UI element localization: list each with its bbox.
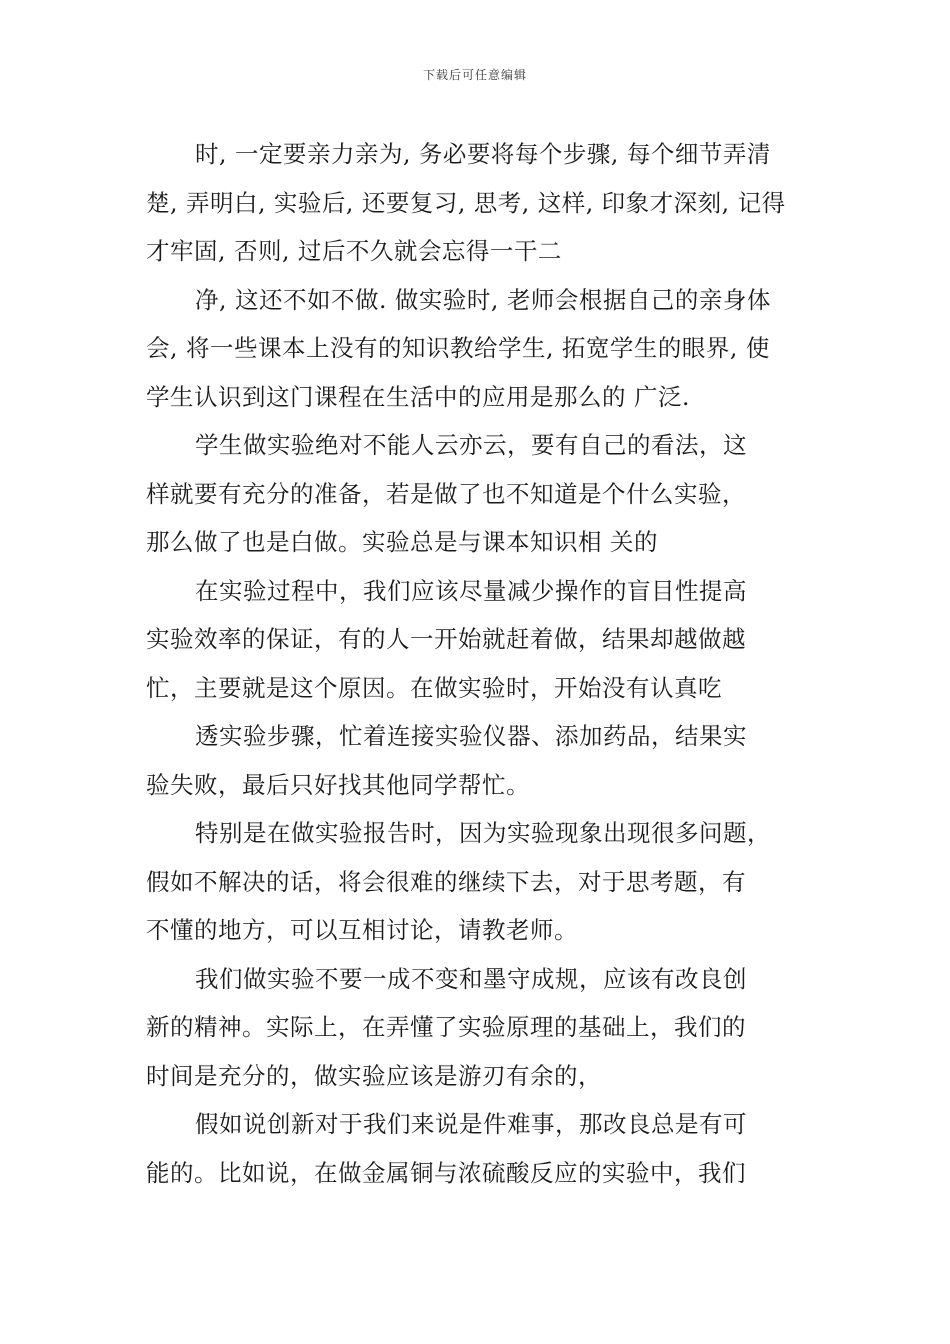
paragraph-line: 我们做实验不要一成不变和墨守成规，应该有改良创 — [195, 964, 747, 993]
paragraph-line: 忙，主要就是这个原因。在做实验时，开始没有认真吃 — [146, 673, 722, 702]
paragraph-line: 验失败，最后只好找其他同学帮忙。 — [146, 770, 530, 799]
paragraph-line: 假如说创新对于我们来说是件难事，那改良总是有可 — [195, 1110, 747, 1138]
paragraph-line: 时, 一定要亲力亲为, 务必要将每个步骤, 每个细节弄清 — [195, 140, 771, 168]
paragraph-1 — [146, 130, 811, 276]
paragraph-line: 样就要有充分的准备，若是做了也不知道是个什么实验， — [146, 479, 746, 508]
paragraph-line: 时间是充分的，做实验应该是游刃有余的， — [146, 1061, 602, 1090]
paragraph-line: 不懂的地方，可以互相讨论，请教老师。 — [146, 916, 578, 944]
paragraph-line: 实验效率的保证，有的人一开始就赶着做，结果却越做越 — [146, 625, 746, 653]
paragraph-line: 那么做了也是白做。实验总是与课本知识相 关的 — [146, 528, 658, 556]
paragraph-line: 能的。比如说，在做金属铜与浓硫酸反应的实验中，我们 — [146, 1158, 746, 1187]
paragraph-line: 学生认识到这门课程在生活中的应用是那么的 广泛. — [146, 382, 690, 411]
paragraph-line: 特别是在做实验报告时，因为实验现象出现很多问题， — [195, 819, 771, 847]
paragraph-5 — [146, 712, 811, 809]
paragraph-line: 学生做实验绝对不能人云亦云，要有自己的看法，这 — [195, 431, 747, 459]
paragraph-line: 楚, 弄明白, 实验后, 还要复习, 思考, 这样, 印象才深刻, 记得 — [146, 188, 786, 217]
paragraph-line: 新的精神。实际上，在弄懂了实验原理的基础上，我们的 — [146, 1013, 746, 1041]
paragraph-3 — [146, 421, 811, 567]
paragraph-6 — [146, 809, 811, 955]
paragraph-line: 会, 将一些课本上没有的知识教给学生, 拓宽学生的眼界, 使 — [146, 334, 770, 362]
paragraph-line: 在实验过程中，我们应该尽量减少操作的盲目性提高 — [195, 576, 747, 605]
paragraph-4 — [146, 567, 811, 713]
paragraph-2 — [146, 276, 811, 422]
paragraph-line: 假如不解决的话，将会很难的继续下去，对于思考题，有 — [146, 867, 746, 896]
page-header-note: 下载后可任意编辑 — [422, 68, 527, 82]
paragraph-line: 净, 这还不如不做. 做实验时, 老师会根据自己的亲身体 — [195, 285, 771, 314]
paragraph-8 — [146, 1100, 811, 1197]
paragraph-line: 才牢固, 否则, 过后不久就会忘得一干二 — [146, 237, 562, 265]
paragraph-line: 透实验步骤，忙着连接实验仪器、添加药品，结果实 — [195, 722, 747, 750]
document-body — [146, 130, 811, 1197]
paragraph-7 — [146, 955, 811, 1101]
